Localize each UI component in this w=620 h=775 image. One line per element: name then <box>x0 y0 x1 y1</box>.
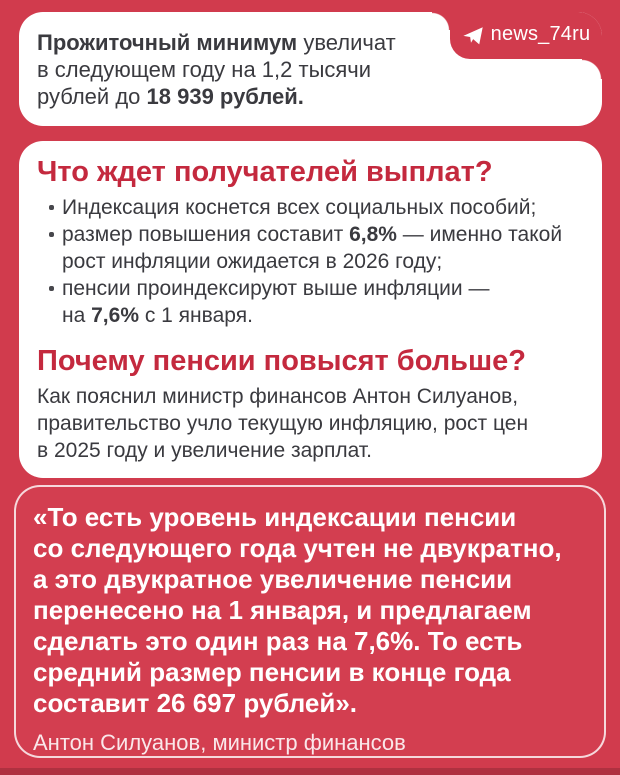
section-heading-benefits: Что ждет получателей выплат? <box>37 156 493 188</box>
quote-attribution: Антон Силуанов, министр финансов <box>33 730 406 755</box>
benefits-list <box>37 194 592 329</box>
pensions-paragraph: Как пояснил министр финансов Антон Силуанов, правительство учло текущую инфляцию, рост цен в 2025 году и увеличение зарплат. <box>37 385 529 462</box>
quote-card <box>14 485 606 758</box>
bullet-dot-icon <box>49 232 54 237</box>
bullet-dot-icon <box>49 205 54 210</box>
badge-corner-fillet <box>432 12 450 30</box>
info-card <box>19 141 602 478</box>
list-item: пенсии проиндексируют выше инфляции — на 7,6% с 1 января. <box>37 275 592 329</box>
badge-corner-fillet <box>582 59 602 79</box>
section-heading-pensions: Почему пенсии повысят больше? <box>37 345 526 377</box>
headline-card <box>19 12 602 126</box>
channel-badge <box>450 12 602 59</box>
bullet-dot-icon <box>49 286 54 291</box>
quote-text: «То есть уровень индексации пенсии со следующего года учтен не двукратно, а это двукратное увеличение пенсии перенесено на 1 января, и предлагаем сделать это один раз на 7,6%. То есть средний размер пенсии в конце года составит 26 697 рублей». <box>33 502 562 718</box>
channel-name: news_74ru <box>490 23 591 45</box>
bottom-shadow-strip <box>0 768 620 775</box>
telegram-plane-icon <box>462 25 484 47</box>
list-item: размер повышения составит 6,8% — именно такой рост инфляции ожидается в 2026 году; <box>37 221 592 275</box>
list-item: Индексация коснется всех социальных пособий; <box>37 194 592 221</box>
headline-text: Прожиточный минимум увеличат в следующем году на 1,2 тысячи рублей до 18 939 рублей. <box>37 30 396 109</box>
